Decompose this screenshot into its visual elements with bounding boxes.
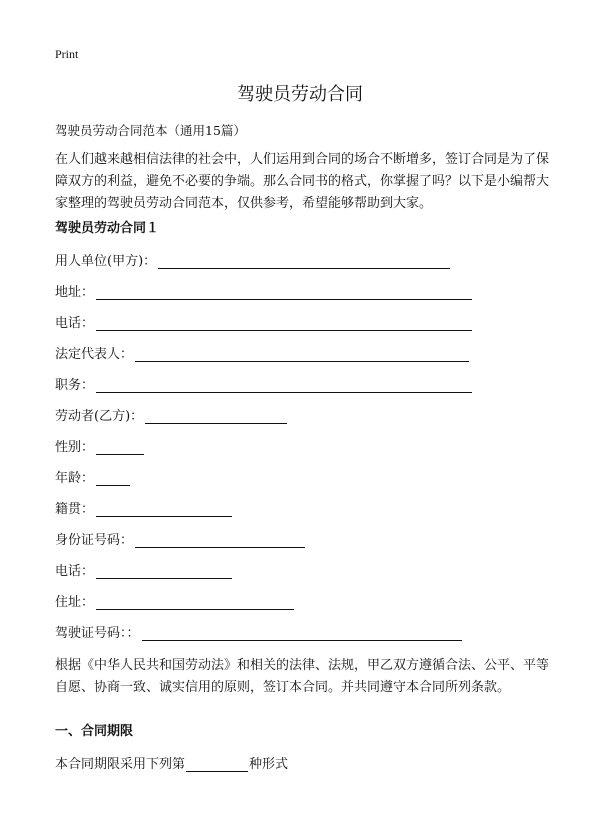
legal-representative-field: [55, 342, 469, 362]
field-label: 住址：: [55, 595, 95, 610]
field-label: 年龄：: [55, 471, 95, 486]
id-number-field: [55, 528, 305, 548]
blank-line: [96, 440, 144, 455]
document-subtitle: 驾驶员劳动合同范本（通用15篇）: [55, 123, 246, 138]
blank-line: [135, 533, 305, 548]
print-label[interactable]: Print: [55, 47, 79, 61]
age-field: [55, 466, 130, 486]
blank-line: [145, 409, 287, 424]
blank-line: [96, 595, 294, 610]
employer-field: [55, 249, 450, 269]
document-title: 驾驶员劳动合同: [237, 84, 363, 105]
field-label: 职务：: [55, 378, 95, 393]
field-label: 身份证号码：: [55, 533, 134, 548]
blank-line: [135, 347, 469, 362]
phone-field: [55, 311, 472, 331]
employee-field: [55, 404, 287, 424]
field-label: 驾驶证号码：：: [55, 626, 140, 641]
blank-line: [96, 285, 472, 300]
blank-line: [186, 757, 248, 772]
blank-line: [158, 254, 450, 269]
position-field: [55, 373, 472, 393]
legal-basis-paragraph: 根据《中华人民共和国劳动法》和相关的法律、法规，甲乙双方遵循合法、公平、平等自愿、协商一致、诚实信用的原则，签订本合同。并共同遵守本合同所列条款。: [55, 658, 550, 695]
contract-heading: 驾驶员劳动合同１: [55, 221, 160, 236]
field-label: 电话：: [55, 316, 95, 331]
native-place-field: [55, 497, 232, 517]
contract-period-line: [55, 753, 288, 772]
period-prefix: 本合同期限采用下列第: [55, 757, 186, 772]
field-label: 地址：: [55, 285, 95, 300]
field-label: 法定代表人：: [55, 347, 134, 362]
field-label: 用人单位(甲方)：: [55, 254, 157, 269]
blank-line: [96, 564, 232, 579]
field-label: 性别：: [55, 440, 95, 455]
phone-field-2: [55, 559, 232, 579]
field-label: 劳动者(乙方)：: [55, 409, 144, 424]
field-label: 籍贯：: [55, 502, 95, 517]
address-field: [55, 280, 472, 300]
driver-license-field: [55, 621, 462, 641]
blank-line: [96, 378, 472, 393]
residence-field: [55, 590, 294, 610]
blank-line: [96, 471, 130, 486]
field-label: 电话：: [55, 564, 95, 579]
period-suffix: 种形式: [249, 757, 289, 772]
blank-line: [142, 626, 462, 641]
section-heading: 一、合同期限: [55, 724, 134, 739]
blank-line: [96, 316, 472, 331]
blank-line: [96, 502, 232, 517]
intro-paragraph: 在人们越来越相信法律的社会中，人们运用到合同的场合不断增多，签订合同是为了保障双方的利益，避免不必要的争端。那么合同书的格式，你掌握了吗？以下是小编帮大家整理的驾驶员劳动合同范本，仅供参考，希望能够帮助到大家。: [55, 152, 550, 211]
gender-field: [55, 435, 144, 455]
